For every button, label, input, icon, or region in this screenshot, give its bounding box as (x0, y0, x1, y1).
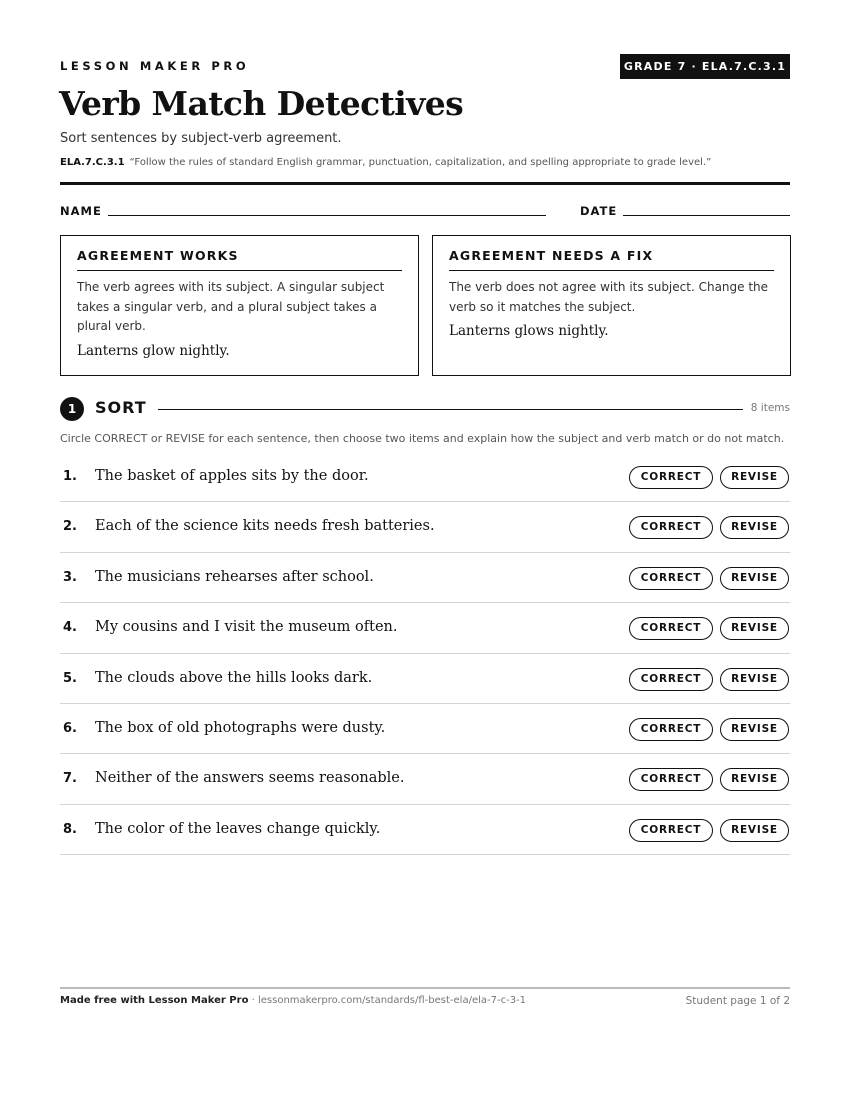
revise-button[interactable]: REVISE (720, 617, 789, 640)
agreement-works-heading: AGREEMENT WORKS (77, 248, 402, 271)
item-sentence: Neither of the answers seems reasonable. (95, 770, 405, 787)
list-item (60, 805, 790, 855)
correct-button[interactable]: CORRECT (629, 617, 713, 640)
page-indicator: Student page 1 of 2 (685, 995, 790, 1007)
agreement-fix-example: Lanterns glows nightly. (449, 323, 609, 339)
item-number: 6. (63, 720, 77, 736)
item-number: 3. (63, 569, 77, 585)
correct-button[interactable]: CORRECT (629, 819, 713, 842)
agreement-fix-description: The verb does not agree with its subject. Change the verb so it matches the subject. (449, 280, 769, 314)
section-title: SORT (95, 398, 147, 417)
footer-credit (60, 995, 526, 1006)
item-number: 2. (63, 519, 77, 535)
correct-button[interactable]: CORRECT (629, 768, 713, 791)
item-number: 1. (63, 469, 77, 484)
item-number: 5. (63, 670, 77, 686)
page-title: Verb Match Detectives (59, 84, 464, 123)
correct-button[interactable]: CORRECT (629, 466, 713, 489)
item-sentence: Each of the science kits needs fresh batteries. (95, 518, 435, 535)
section-instructions: Circle CORRECT or REVISE for each sentence, then choose two items and explain how the subject and verb match or do not match. (60, 432, 785, 445)
item-sentence: The color of the leaves change quickly. (95, 820, 381, 837)
revise-button[interactable]: REVISE (720, 516, 789, 539)
item-sentence: My cousins and I visit the museum often. (95, 619, 398, 636)
revise-button[interactable]: REVISE (720, 567, 789, 590)
item-count: 8 items (750, 402, 790, 414)
item-sentence: The musicians rehearses after school. (95, 568, 374, 585)
list-item (60, 603, 790, 653)
item-sentence: The clouds above the hills looks dark. (95, 669, 373, 686)
item-number: 8. (63, 821, 77, 837)
header-divider (60, 182, 790, 185)
date-field[interactable] (623, 215, 790, 216)
item-sentence: The basket of apples sits by the door. (95, 468, 369, 484)
name-field[interactable] (108, 215, 546, 216)
standard-text: “Follow the rules of standard English grammar, punctuation, capitalization, and spelling appropriate to grade level.” (129, 157, 712, 168)
correct-button[interactable]: CORRECT (629, 567, 713, 590)
revise-button[interactable]: REVISE (720, 718, 789, 741)
list-item (60, 502, 790, 552)
correct-button[interactable]: CORRECT (629, 668, 713, 691)
revise-button[interactable]: REVISE (720, 768, 789, 791)
revise-button[interactable]: REVISE (720, 819, 789, 842)
name-label: NAME (60, 204, 102, 218)
list-item (60, 704, 790, 754)
correct-button[interactable]: CORRECT (629, 718, 713, 741)
section-divider (158, 409, 743, 410)
date-label: DATE (580, 204, 618, 218)
agreement-fix-box (432, 235, 791, 376)
list-item (60, 754, 790, 804)
agreement-works-example: Lanterns glow nightly. (77, 342, 230, 359)
footer-url: · lessonmakerpro.com/standards/fl-best-ela/ela-7-c-3-1 (248, 995, 527, 1006)
item-number: 4. (63, 620, 77, 636)
section-number: 1 (60, 397, 84, 421)
list-item (60, 553, 790, 603)
list-item (60, 654, 790, 704)
sentence-list (60, 452, 790, 855)
brand-name: LESSON MAKER PRO (60, 59, 250, 73)
revise-button[interactable]: REVISE (720, 668, 789, 691)
grade-badge: GRADE 7 · ELA.7.C.3.1 (620, 54, 790, 79)
revise-button[interactable]: REVISE (720, 466, 789, 489)
correct-button[interactable]: CORRECT (629, 516, 713, 539)
agreement-works-box (60, 235, 419, 376)
item-number: 7. (63, 771, 77, 787)
agreement-fix-heading: AGREEMENT NEEDS A FIX (449, 248, 774, 271)
agreement-works-description: The verb agrees with its subject. A singular subject takes a singular verb, and a plural subject takes a plural verb. (77, 280, 385, 333)
footer-made-with: Made free with Lesson Maker Pro (60, 995, 249, 1006)
standard-statement (60, 157, 711, 168)
footer-divider (60, 987, 790, 989)
item-sentence: The box of old photographs were dusty. (95, 719, 386, 736)
page-subtitle: Sort sentences by subject-verb agreement. (60, 131, 342, 146)
list-item (60, 452, 790, 502)
standard-code: ELA.7.C.3.1 (60, 157, 125, 168)
